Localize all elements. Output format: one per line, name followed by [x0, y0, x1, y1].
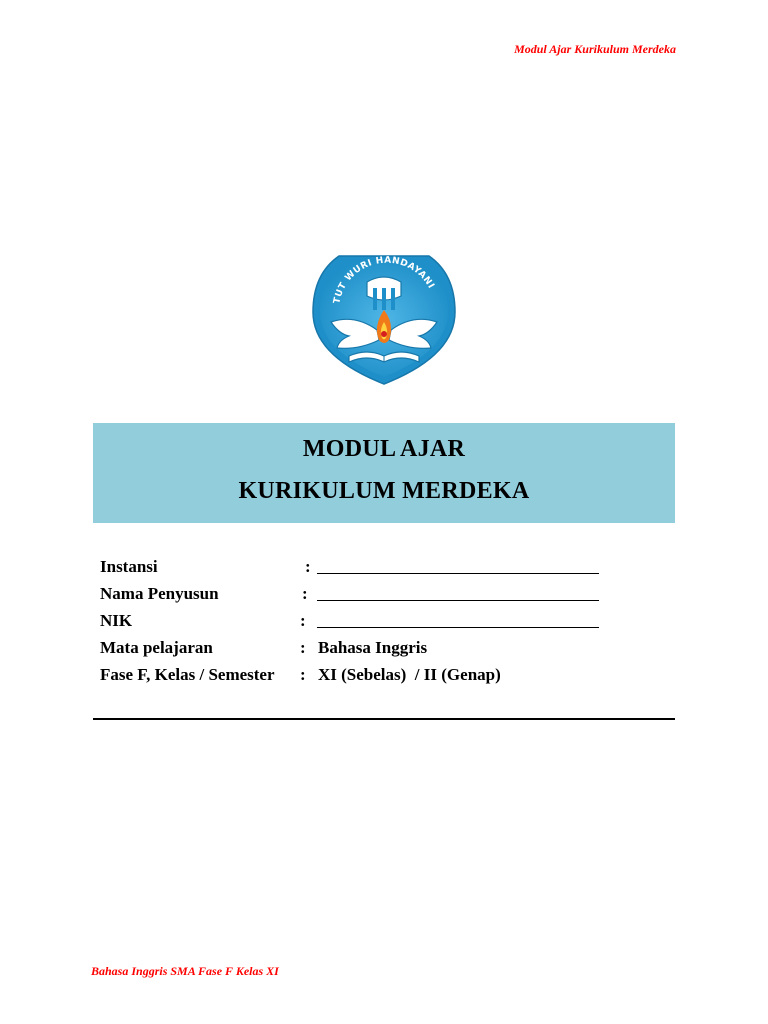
info-label: Instansi [100, 557, 158, 576]
info-colon: : [300, 611, 306, 630]
info-colon: : [300, 665, 306, 684]
info-colon: : [302, 584, 308, 603]
page-footer: Bahasa Inggris SMA Fase F Kelas XI [91, 964, 279, 978]
info-label: Mata pelajaran [100, 638, 213, 657]
info-colon: : [300, 638, 306, 657]
info-value: Bahasa Inggris [318, 638, 428, 657]
info-label: NIK [100, 611, 133, 630]
logo-motto: TUT WURI HANDAYANI [332, 255, 436, 305]
blank-fill-line [317, 627, 599, 628]
info-colon: : [305, 557, 311, 576]
info-label: Nama Penyusun [100, 584, 219, 603]
section-divider [93, 718, 675, 720]
info-value: XI (Sebelas) / II (Genap) [318, 665, 501, 684]
info-label: Fase F, Kelas / Semester [100, 665, 275, 684]
tut-wuri-handayani-logo [309, 244, 459, 388]
title-line-2: KURIKULUM MERDEKA [238, 478, 530, 504]
blank-fill-line [317, 573, 599, 574]
title-box [93, 423, 675, 523]
logo-emblem-icon [309, 244, 459, 388]
title-line-1: MODUL AJAR [302, 436, 466, 462]
page-header: Modul Ajar Kurikulum Merdeka [514, 42, 676, 56]
blank-fill-line [317, 600, 599, 601]
